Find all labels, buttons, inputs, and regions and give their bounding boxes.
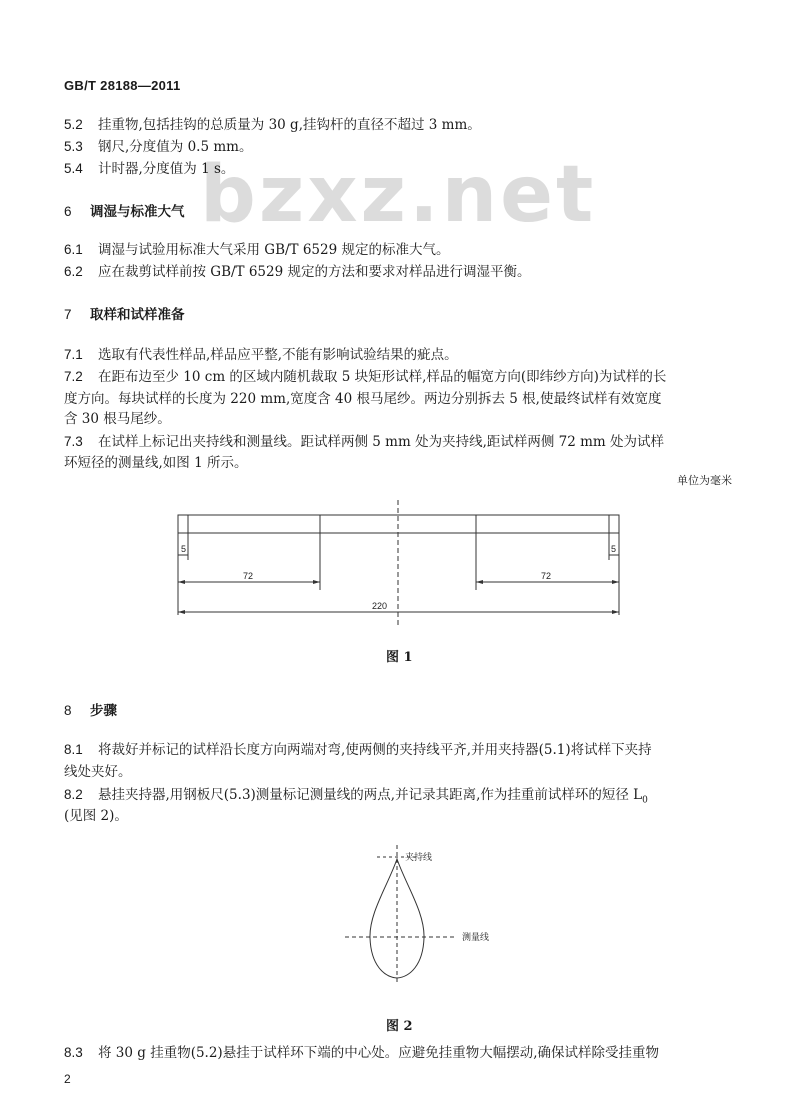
clause-7-2-line2: 度方向。每块试样的长度为 220 mm,宽度含 40 根马尾纱。两边分别拆去 5 根,使最终试样有效宽度 [64,391,662,407]
arrow [178,580,185,584]
clause-text: 将 30 g 挂重物(5.2)悬挂于试样环下端的中心处。应避免挂重物大幅摆动,确保试样除受挂重物 [98,1045,659,1061]
watermark: bzxz.net [200,150,597,240]
figure-1-diagram [0,495,800,635]
arrow [612,580,619,584]
standard-header: GB/T 28188—2011 [64,78,181,93]
section-title: 步骤 [90,703,117,719]
dim-label-72-left: 72 [243,571,254,581]
clause-7-2-line3: 含 30 根马尾纱。 [64,411,171,427]
page-number: 2 [64,1072,71,1086]
clause-number: 5.3 [64,139,83,154]
clause-6-2 [64,262,736,282]
clause-number: 8.1 [64,742,83,757]
clause-number: 7.1 [64,347,83,362]
clause-8-2-line2: (见图 2)。 [64,808,128,824]
clause-5-3 [64,137,736,157]
dim-label-clamp-right: 5 [611,544,617,554]
dim-label-clamp-left: 5 [181,544,187,554]
clause-7-3 [64,432,736,452]
arrow [612,610,619,614]
dim-label-total: 220 [372,601,388,611]
clause-number: 6.2 [64,264,83,279]
arrow [313,580,320,584]
clause-8-2 [64,785,736,811]
section-7-heading [64,303,185,323]
clause-5-2 [64,115,736,135]
clause-text: 调湿与试验用标准大气采用 GB/T 6529 规定的标准大气。 [98,242,450,258]
section-6-heading [64,200,185,220]
clause-number: 8.2 [64,787,83,802]
clause-number: 5.4 [64,161,83,176]
clause-text: 悬挂夹持器,用钢板尺(5.3)测量标记测量线的两点,并记录其距离,作为挂重前试样环的短径 L [98,787,643,803]
section-8-heading [64,699,117,719]
clause-text: 应在裁剪试样前按 GB/T 6529 规定的方法和要求对样品进行调湿平衡。 [98,264,531,280]
clause-number: 7.2 [64,369,83,384]
clause-5-4 [64,159,736,179]
clause-number: 8.3 [64,1045,83,1060]
clause-7-1 [64,345,736,365]
clause-text: 计时器,分度值为 1 s。 [98,161,235,177]
subscript: 0 [642,795,648,806]
section-title: 取样和试样准备 [90,307,185,323]
dim-label-72-right: 72 [541,571,552,581]
clause-text: 在距布边至少 10 cm 的区域内随机裁取 5 块矩形试样,样品的幅宽方向(即纬纱方向)为试样的长 [98,369,667,385]
section-title: 调湿与标准大气 [90,204,185,220]
label-clamp-line: 夹持线 [405,852,433,862]
clause-number: 7.3 [64,434,83,449]
arrow [178,610,185,614]
clause-text: 选取有代表性样品,样品应平整,不能有影响试验结果的疵点。 [98,347,458,363]
figure-1-caption: 图 1 [386,650,413,665]
clause-8-1-line2: 线处夹好。 [64,764,132,780]
figure-2-diagram [0,835,800,985]
section-number: 7 [64,307,72,322]
clause-text: 挂重物,包括挂钩的总质量为 30 g,挂钩杆的直径不超过 3 mm。 [98,117,481,133]
clause-8-1 [64,740,736,760]
clause-7-2 [64,367,736,387]
label-measure-line: 测量线 [462,932,490,942]
clause-8-3 [64,1043,736,1063]
figure-2-caption: 图 2 [386,1019,413,1034]
clause-6-1 [64,240,736,260]
clause-7-3-line2: 环短径的测量线,如图 1 所示。 [64,455,248,471]
clause-number: 5.2 [64,117,83,132]
arrow [476,580,483,584]
clause-number: 6.1 [64,242,83,257]
section-number: 6 [64,204,72,219]
clause-text: 将裁好并标记的试样沿长度方向两端对弯,使两侧的夹持线平齐,并用夹持器(5.1)将试样下夹持 [98,742,652,758]
section-number: 8 [64,703,72,718]
clause-text: 钢尺,分度值为 0.5 mm。 [98,139,253,155]
clause-text: 在试样上标记出夹持线和测量线。距试样两侧 5 mm 处为夹持线,距试样两侧 72 mm 处为试样 [98,434,665,450]
unit-note: 单位为毫米 [677,474,732,487]
